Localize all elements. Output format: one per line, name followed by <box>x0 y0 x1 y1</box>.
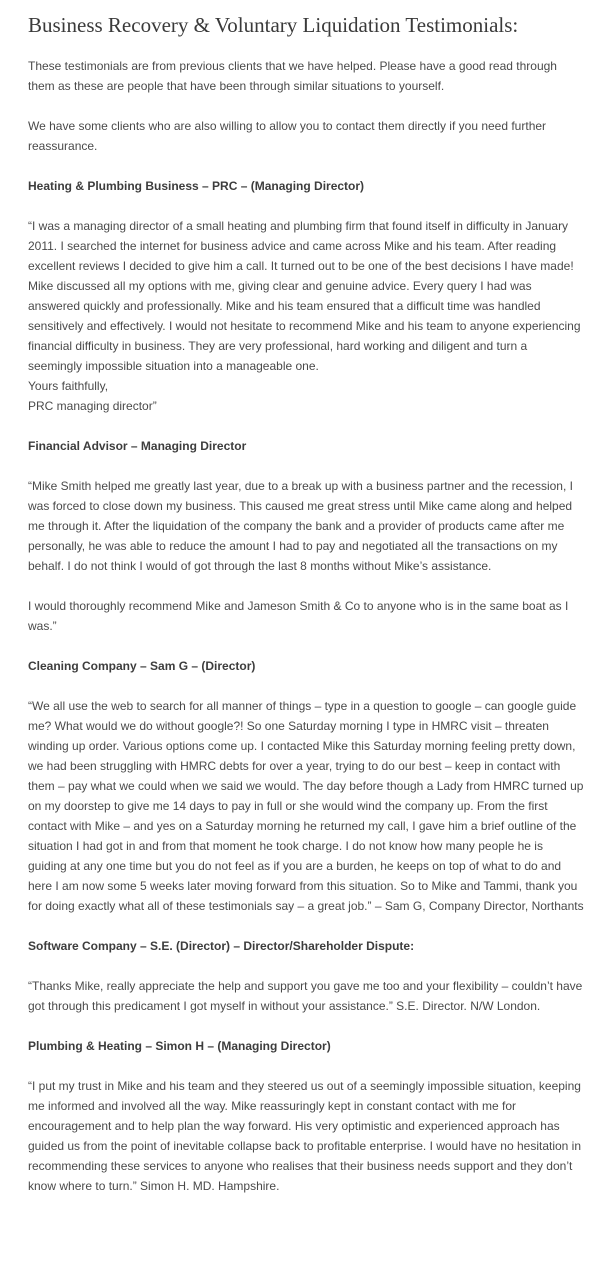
testimonials-page <box>28 12 584 1216</box>
testimonial-paragraph <box>28 596 584 636</box>
testimonial-line: “I was a managing director of a small heating and plumbing firm that found itself in difficulty in January 2011. I searched the internet for business advice and came across Mike and his team. After reading excellent reviews I decided to give him a call. It turned out to be one of the best decisions I have made! <box>28 219 574 273</box>
testimonial-line: Mike discussed all my options with me, giving clear and genuine advice. Every query I had was answered quickly and professionally. Mike and his team ensured that a difficult time was handled sensitively and effectively. I would not hesitate to recommend Mike and his team to anyone experiencing financial difficulty in business. They are very professional, hard working and diligent and turn a seemingly impossible situation into a manageable one. <box>28 279 581 373</box>
testimonial-line: “I put my trust in Mike and his team and they steered us out of a seemingly impossible situation, keeping me informed and involved all the way. Mike reassuringly kept in constant contact with me for encouragement and to help plan the way forward. His very optimistic and experienced approach has guided us from the point of inevitable collapse back to profitable enterprise. I would have no hesitation in recommending these services to anyone who realises that their business needs support and they don’t know where to turn.” Simon H. MD. Hampshire. <box>28 1079 582 1193</box>
testimonial-line: Yours faithfully, <box>28 379 109 393</box>
testimonial-line: PRC managing director” <box>28 399 157 413</box>
testimonial-paragraph <box>28 696 584 916</box>
intro-paragraph: These testimonials are from previous clients that we have helped. Please have a good read through them as these are people that have been through similar situations to yourself. <box>28 59 557 93</box>
testimonial-heading: Software Company – S.E. (Director) – Director/Shareholder Dispute: <box>28 939 415 953</box>
testimonial-paragraph <box>28 976 584 1016</box>
page-title: Business Recovery & Voluntary Liquidation Testimonials: <box>28 13 519 37</box>
testimonial-heading: Financial Advisor – Managing Director <box>28 439 247 453</box>
testimonial-heading: Cleaning Company – Sam G – (Director) <box>28 659 256 673</box>
testimonial-line: “Mike Smith helped me greatly last year, due to a break up with a business partner and the recession, I was forced to close down my business. This caused me great stress until Mike came along and helped me through it. After the liquidation of the company the bank and a provider of products came after me personally, he was able to reduce the amount I had to pay and negotiated all the transactions on my behalf. I do not think I would of got through the last 8 months without Mike’s assistance. <box>28 479 573 573</box>
intro-paragraph: We have some clients who are also willing to allow you to contact them directly if you need further reassurance. <box>28 119 547 153</box>
testimonial-line: “Thanks Mike, really appreciate the help and support you gave me too and your flexibility – couldn’t have got through this predicament I got myself in without your assistance.” S.E. Director. N/W London. <box>28 979 583 1013</box>
testimonial-heading: Plumbing & Heating – Simon H – (Managing Director) <box>28 1039 331 1053</box>
testimonial-paragraph <box>28 476 584 576</box>
testimonial-line: “We all use the web to search for all manner of things – type in a question to google – can google guide me? What would we do without google?! So one Saturday morning I type in HMRC visit – threaten winding up order. Various options come up. I contacted Mike this Saturday morning feeling pretty down, we had been struggling with HMRC debts for over a year, trying to do our best – keep in contact with them – pay what we could when we said we would. The day before though a Lady from HMRC turned up on my doorstep to give me 14 days to pay in full or she would wind the company up. From the first contact with Mike – and yes on a Saturday morning he returned my call, I gave him a brief outline of the situation I had got in and from that moment he took charge. I do not know how many people he is guiding at any one time but you do not feel as if you are a burden, he keeps on top of what to do and here I am now some 5 weeks later moving forward from this situation. So to Mike and Tammi, thank you for doing exactly what all of these testimonials say – a great job.” – Sam G, Company Director, Northants <box>28 699 584 913</box>
testimonial-paragraph <box>28 216 584 416</box>
testimonial-paragraph <box>28 1076 584 1196</box>
testimonial-heading: Heating & Plumbing Business – PRC – (Managing Director) <box>28 179 365 193</box>
testimonial-line: I would thoroughly recommend Mike and Jameson Smith & Co to anyone who is in the same boat as I was.” <box>28 599 569 633</box>
